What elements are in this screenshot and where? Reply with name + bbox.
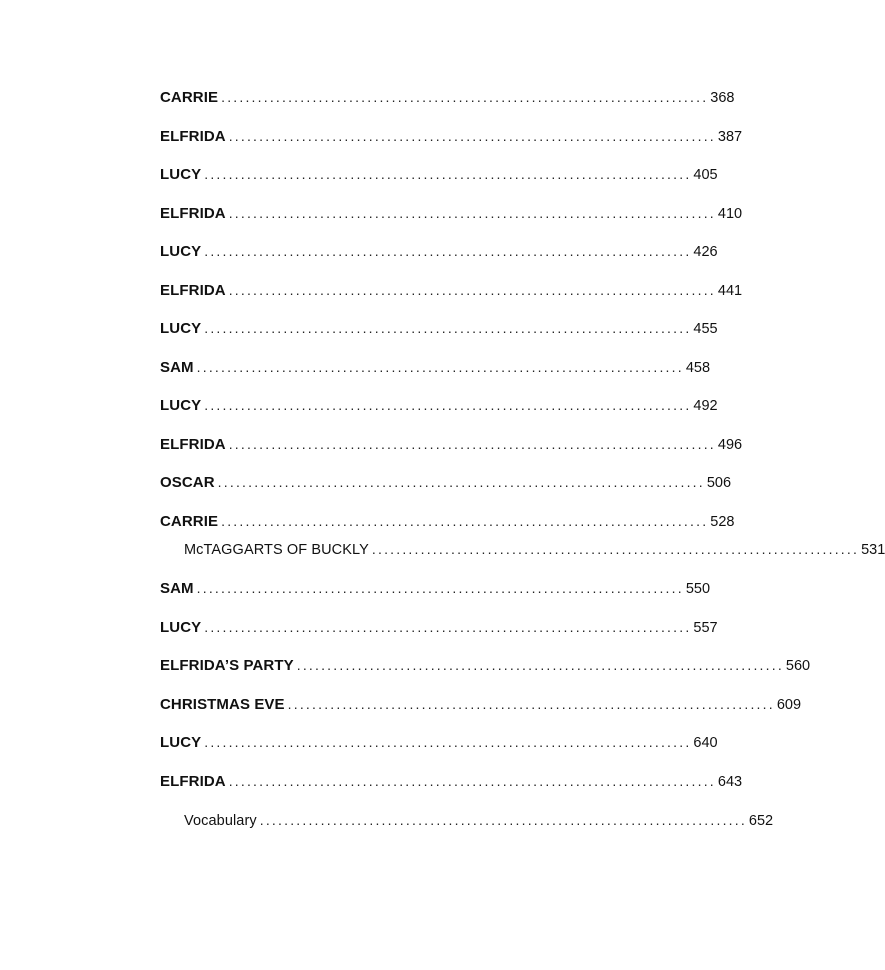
dot-leader: ................................................................................ [371, 541, 860, 557]
dot-leader: ................................................................................ [217, 474, 705, 490]
dot-leader: ................................................................................ [221, 513, 709, 529]
toc-entry-page: 492 [693, 398, 718, 414]
dot-leader: ................................................................................ [228, 282, 716, 298]
toc-entry [160, 654, 811, 676]
toc-entry-page: 426 [693, 244, 718, 260]
toc-entry-title: LUCY [160, 734, 202, 751]
dot-leader: ................................................................................ [228, 205, 716, 221]
toc-entry-page: 496 [717, 437, 743, 453]
dot-leader: ................................................................................ [196, 359, 684, 375]
dot-leader: ................................................................................ [228, 436, 716, 452]
toc-entry-title: SAM [160, 359, 194, 376]
toc-entry-title: ELFRIDA [160, 205, 226, 222]
toc-entry-title: ELFRIDA [160, 282, 226, 299]
toc-entry-title: ELFRIDA [160, 773, 226, 790]
toc-entry-title: LUCY [160, 397, 202, 414]
dot-leader: ................................................................................ [204, 320, 692, 336]
toc-entry-page: 405 [693, 167, 718, 183]
toc-entry-page: 506 [706, 475, 732, 491]
toc-entry [160, 394, 718, 416]
toc-entry-page: 528 [710, 514, 735, 530]
toc-entry [160, 510, 735, 532]
dot-leader: ................................................................................ [204, 397, 692, 413]
toc-entry-title: LUCY [160, 243, 202, 260]
toc-entry [160, 163, 718, 185]
toc-entry [184, 538, 885, 560]
toc-entry-page: 387 [717, 129, 743, 145]
toc-entry-title: OSCAR [160, 474, 215, 491]
toc-entry [160, 279, 743, 301]
dot-leader: ................................................................................ [204, 734, 692, 750]
toc-entry-page: 643 [717, 774, 743, 790]
dot-leader: ................................................................................ [221, 89, 709, 105]
toc-entry [160, 317, 718, 339]
toc-entry-page: 560 [785, 658, 811, 674]
toc-entry [160, 202, 743, 224]
dot-leader: ................................................................................ [204, 243, 692, 259]
dot-leader: ................................................................................ [196, 580, 684, 596]
toc-entry-title: ELFRIDA [160, 436, 226, 453]
toc-entry-title: CARRIE [160, 513, 219, 530]
toc-entry [160, 693, 802, 715]
toc-entry-title: CHRISTMAS EVE [160, 696, 285, 713]
toc-entry-page: 368 [710, 90, 735, 106]
toc-entry-title: ELFRIDA [160, 128, 226, 145]
toc-entry [160, 433, 743, 455]
toc-entry [160, 731, 718, 753]
toc-entry-title: McTAGGARTS OF BUCKLY [184, 542, 369, 558]
toc-entry-page: 531 [861, 542, 885, 558]
toc-entry-title: LUCY [160, 619, 202, 636]
toc-entry-title: LUCY [160, 166, 202, 183]
toc-entry-page: 557 [693, 620, 718, 636]
toc-entry [160, 770, 743, 792]
toc-entry-page: 458 [685, 360, 711, 376]
toc-entry-title: SAM [160, 580, 194, 597]
toc-entry-page: 441 [717, 283, 743, 299]
dot-leader: ................................................................................ [228, 128, 716, 144]
toc-entry-page: 609 [776, 697, 802, 713]
dot-leader: ................................................................................ [228, 773, 716, 789]
dot-leader: ................................................................................ [296, 657, 784, 673]
toc-entry-title: ELFRIDA’S PARTY [160, 657, 294, 674]
toc-entry [160, 577, 711, 599]
toc-entry-page: 652 [748, 813, 774, 829]
toc-entry-page: 455 [693, 321, 718, 337]
dot-leader: ................................................................................ [204, 619, 692, 635]
toc-entry [160, 125, 743, 147]
dot-leader: ................................................................................ [204, 166, 692, 182]
toc-entry-title: Vocabulary [184, 813, 257, 829]
toc-entry [160, 240, 718, 262]
toc-entry-page: 410 [717, 206, 743, 222]
toc-entry [160, 471, 732, 493]
toc-entry-page: 550 [685, 581, 711, 597]
dot-leader: ................................................................................ [287, 696, 775, 712]
toc-entry [160, 86, 735, 108]
toc-entry-title: LUCY [160, 320, 202, 337]
toc-entry [184, 809, 774, 831]
toc-entry-page: 640 [693, 735, 718, 751]
toc-entry [160, 616, 718, 638]
dot-leader: ................................................................................ [259, 812, 747, 828]
toc-entry [160, 356, 711, 378]
toc-entry-title: CARRIE [160, 89, 219, 106]
